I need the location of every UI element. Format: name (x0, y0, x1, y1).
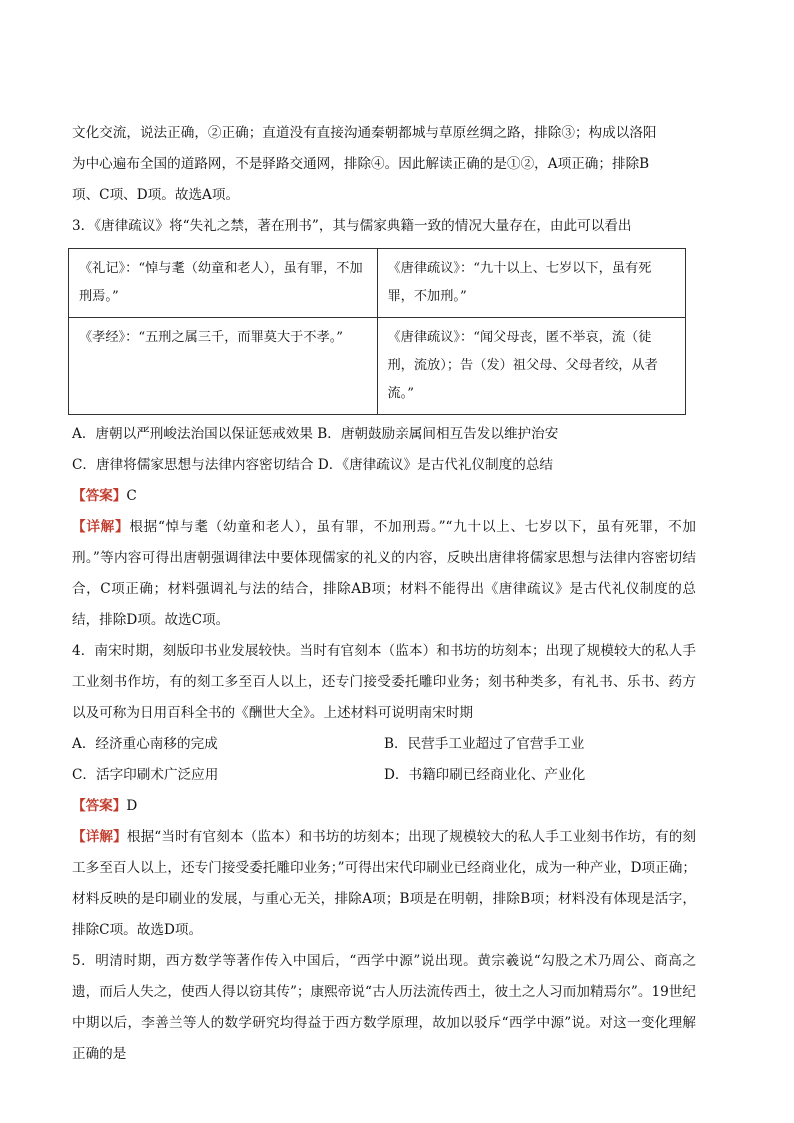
question-4-stem: 4．南宋时期，刻版印书业发展较快。当时有官刻本（监本）和书坊的坊刻本；出现了规模较大的私人手工业刻书作坊，有的刻工多至百人以上，还专门接受委托雕印业务；刻书种类多，有礼书、乐书、药方以及可称为日用百科全书的《酬世大全》。上述材料可说明南宋时期 (72, 643, 696, 721)
detail-tag: 【详解】 (72, 829, 127, 845)
question-4-options-row-2 (72, 760, 696, 791)
answer-tag: 【答案】 (72, 798, 127, 814)
detail-text: 根据“悼与耄（幼童和老人），虽有罪，不加刑焉。”“九十以上、七岁以下，虽有死罪，不加刑。”等内容可得出唐朝强调律法中要体现儒家的礼义的内容，反映出唐律将儒家思想与法律内容密切结合，C项正确；材料强调礼与法的结合，排除AB项；材料不能得出《唐律疏议》是古代礼仪制度的总结，排除D项。故选C项。 (72, 519, 697, 628)
intro-line-3: 项、C项、D项。故选A项。 (72, 187, 240, 203)
question-3-stem: 3．《唐律疏议》将“失礼之禁，著在刑书”，其与儒家典籍一致的情况大量存在，由此可以看出 (72, 218, 632, 234)
question-4-detail (72, 822, 696, 946)
table-row (69, 249, 686, 318)
answer-tag: 【答案】 (72, 488, 127, 504)
question-4-options-row-1 (72, 729, 696, 760)
intro-line-1: 文化交流，说法正确，②正确；直道没有直接沟通秦朝都城与草原丝绸之路，排除③；构成以洛阳 (72, 125, 657, 141)
table-cell: 《礼记》：“悼与耄（幼童和老人），虽有罪，不加刑焉。” (69, 249, 378, 318)
question-3-options-cd: C．唐律将儒家思想与法律内容密切结合 D．《唐律疏议》是古代礼仪制度的总结 (72, 457, 554, 473)
question-3-answer (72, 481, 696, 512)
question-5-stem: 5．明清时期，西方数学等著作传入中国后，“西学中源”说出现。黄宗羲说“勾股之术乃周公、商高之遗，而后人失之，使西人得以窃其传”；康熙帝说“古人历法流传西土，彼土之人习而加精焉尔”。19世纪中期以后，李善兰等人的数学研究均得益于西方数学原理，故加以驳斥“西学中源”说。对这一变化理解正确的是 (72, 953, 696, 1062)
option-a: A．经济重心南移的完成 (72, 736, 218, 752)
option-b: B．民营手工业超过了官营手工业 (384, 736, 585, 752)
question-3-detail (72, 512, 696, 636)
answer-value: D (126, 798, 138, 814)
option-c: C．活字印刷术广泛应用 (72, 767, 219, 783)
table-cell: 《孝经》：“五刑之属三千，而罪莫大于不孝。” (69, 318, 378, 415)
table-cell: 《唐律疏议》：“闻父母丧，匿不举哀，流（徒刑，流放）；告（发）祖父母、父母者绞，从者流。” (377, 318, 686, 415)
comparison-table (68, 248, 686, 415)
detail-text: 根据“当时有官刻本（监本）和书坊的坊刻本；出现了规模较大的私人手工业刻书作坊，有的刻工多至百人以上，还专门接受委托雕印业务；”可得出宋代印刷业已经商业化，成为一种产业，D项正确；材料反映的是印刷业的发展，与重心无关，排除A项；B项是在明朝，排除B项；材料没有体现是活字，排除C项。故选D项。 (72, 829, 697, 938)
document-page (72, 118, 696, 1070)
option-d: D．书籍印刷已经商业化、产业化 (384, 767, 586, 783)
intro-line-2: 为中心遍布全国的道路网，不是驿路交通网，排除④。因此解读正确的是①②，A项正确；排除B (72, 156, 650, 172)
table-row (69, 318, 686, 415)
answer-value: C (126, 488, 137, 504)
detail-tag: 【详解】 (72, 519, 130, 535)
question-4-answer (72, 791, 696, 822)
question-3-options-ab: A．唐朝以严刑峻法治国以保证惩戒效果 B．唐朝鼓励亲属间相互告发以维护治安 (72, 426, 559, 442)
table-cell: 《唐律疏议》：“九十以上、七岁以下，虽有死罪，不加刑。” (377, 249, 686, 318)
